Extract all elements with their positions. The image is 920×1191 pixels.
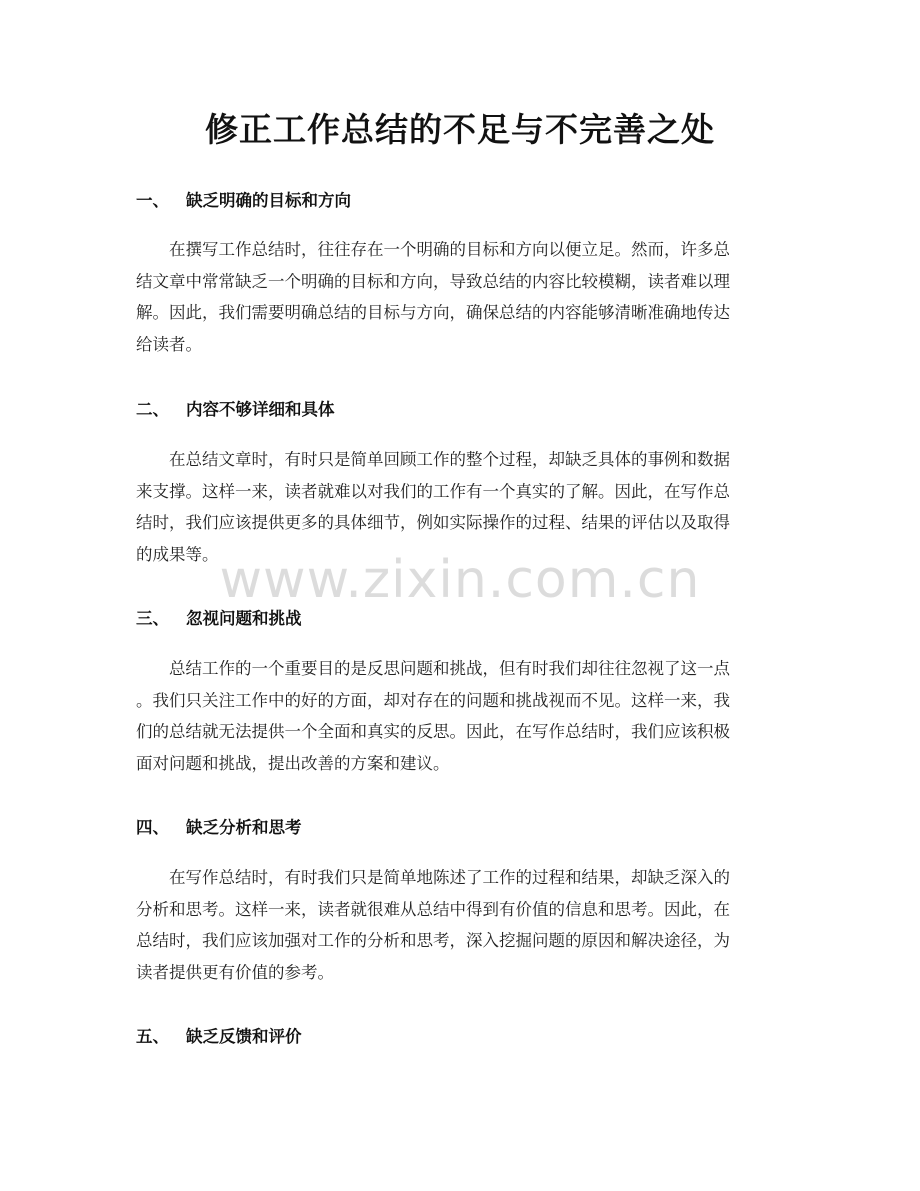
- paragraph-line: 面对问题和挑战，提出改善的方案和建议。: [136, 753, 450, 773]
- section-title: 缺乏分析和思考: [186, 818, 302, 837]
- paragraph-line: 总结时，我们应该加强对工作的分析和思考，深入挖掘问题的原因和解决途径，为: [136, 931, 730, 950]
- section-title: 忽视问题和挑战: [186, 609, 302, 628]
- section-paragraph-2: [136, 444, 788, 570]
- paragraph-line: 在总结文章时，有时只是简单回顾工作的整个过程，却缺乏具体的事例和数据: [169, 450, 730, 469]
- paragraph-line: 结文章中常常缺乏一个明确的目标和方向，导致总结的内容比较模糊，读者难以理: [136, 271, 730, 291]
- paragraph-line: 来支撑。这样一来，读者就难以对我们的工作有一个真实的了解。因此，在写作总: [136, 481, 730, 501]
- section-heading-2: [136, 398, 335, 422]
- section-heading-5: [136, 1025, 302, 1049]
- section-title: 缺乏明确的目标和方向: [186, 191, 351, 210]
- paragraph-line: 。我们只关注工作中的好的方面，却对存在的问题和挑战视而不见。这样一来，我: [136, 690, 730, 710]
- watermark: www.zixin.com.cn: [219, 550, 701, 610]
- paragraph-line: 读者提供更有价值的参考。: [136, 962, 334, 982]
- section-heading-4: [136, 816, 302, 840]
- section-paragraph-3: [136, 653, 788, 779]
- section-title: 内容不够详细和具体: [186, 400, 335, 419]
- paragraph-line: 在写作总结时，有时我们只是简单地陈述了工作的过程和结果，却缺乏深入的: [169, 868, 730, 887]
- section-paragraph-4: [136, 862, 788, 988]
- paragraph-line: 的成果等。: [136, 544, 219, 564]
- section-number: 五、: [136, 1027, 169, 1046]
- paragraph-line: 总结工作的一个重要目的是反思问题和挑战，但有时我们却往往忽视了这一点: [169, 659, 730, 678]
- paragraph-line: 结时，我们应该提供更多的具体细节，例如实际操作的过程、结果的评估以及取得: [136, 513, 730, 532]
- paragraph-line: 给读者。: [136, 334, 202, 354]
- paragraph-line: 在撰写工作总结时，往往存在一个明确的目标和方向以便立足。然而，许多总: [169, 240, 730, 259]
- paragraph-line: 解。因此，我们需要明确总结的目标与方向，确保总结的内容能够清晰准确地传达: [136, 303, 730, 322]
- section-number: 一、: [136, 191, 169, 210]
- section-heading-3: [136, 607, 302, 631]
- section-number: 二、: [136, 400, 169, 419]
- section-title: 缺乏反馈和评价: [186, 1027, 302, 1046]
- paragraph-line: 分析和思考。这样一来，读者就很难从总结中得到有价值的信息和思考。因此，在: [136, 899, 730, 919]
- section-number: 四、: [136, 818, 169, 837]
- paragraph-line: 们的总结就无法提供一个全面和真实的反思。因此，在写作总结时，我们应该积极: [136, 722, 730, 741]
- document-title: 修正工作总结的不足与不完善之处: [205, 110, 715, 149]
- section-heading-1: [136, 189, 351, 213]
- section-number: 三、: [136, 609, 169, 628]
- section-paragraph-1: [136, 234, 788, 360]
